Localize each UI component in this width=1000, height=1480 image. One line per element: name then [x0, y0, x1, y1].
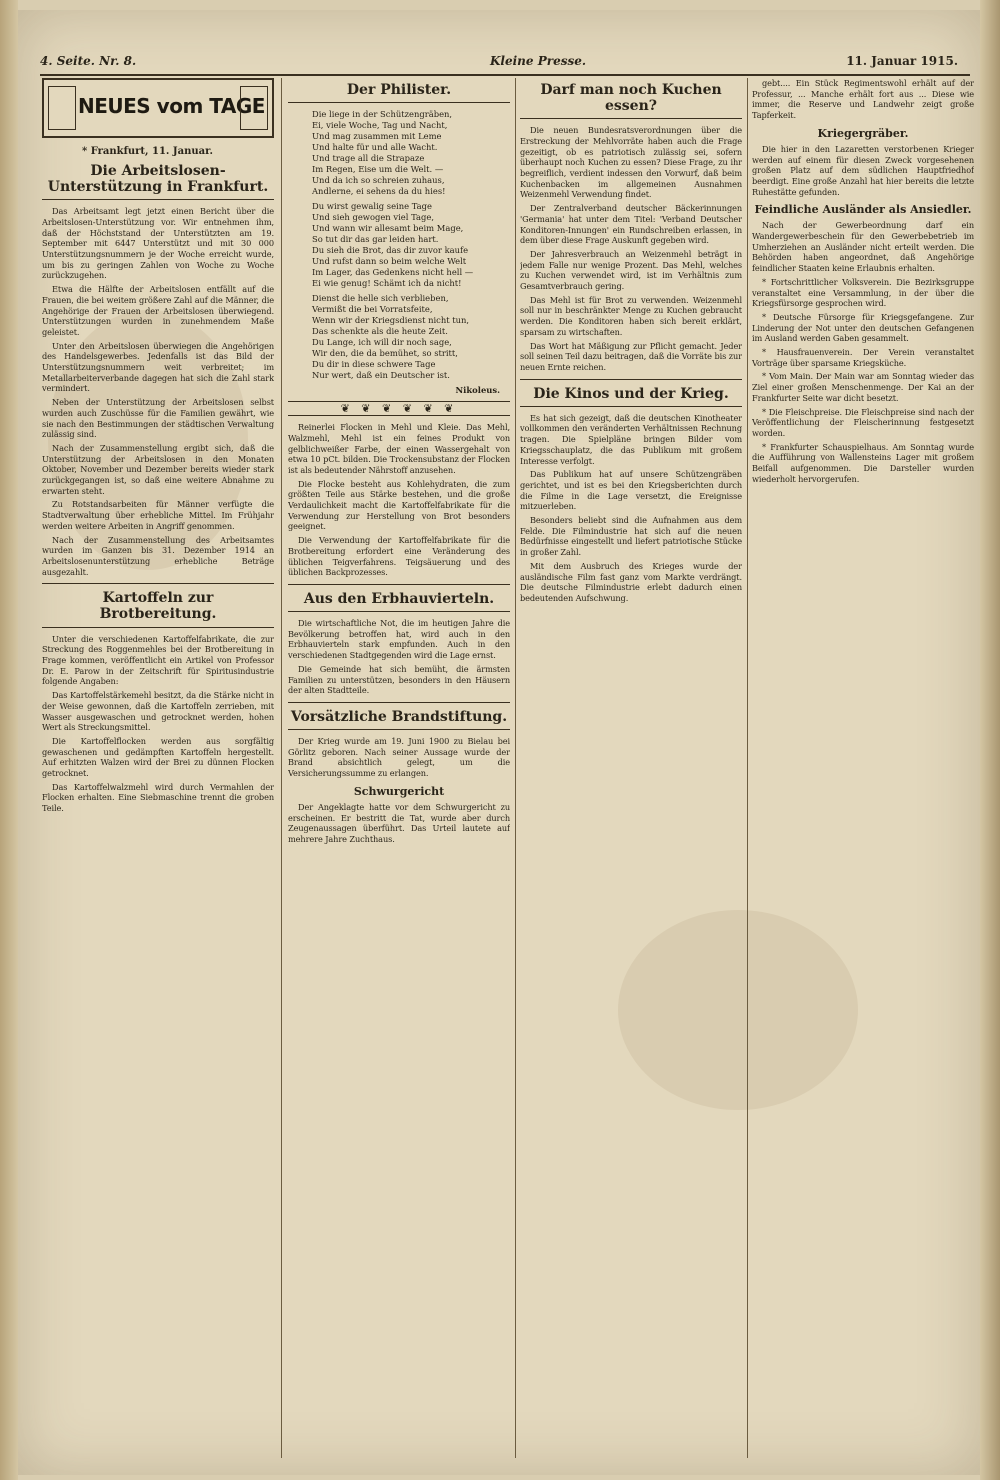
author-signature: Nikoleus.: [455, 385, 500, 396]
section-logo-text: NEUES vom TAGE: [78, 94, 265, 118]
ornament-divider: ❦ ❦ ❦ ❦ ❦ ❦: [288, 401, 510, 416]
paragraph: Die Kartoffelflocken werden aus sorgfältig gewaschenen und gedämpften Kartoffeln hergestellt. Auf erhitzten Walzen wird der Brei zu dünnen Flocken getrocknet.: [42, 735, 274, 779]
news-item: * Frankfurter Schauspielhaus. Am Sonntag wurde die Aufführung von Wallensteins Lager mit großem Beifall aufgenommen. Die Darsteller wurden wiederholt hervorgerufen.: [752, 441, 974, 484]
paragraph: Nach der Gewerbeordnung darf ein Wandergewerbeschein für den Gewerbebetrieb im Umherziehen an Ausländer nicht erteilt werden. Die Behörden haben angeordnet, daß Angehörige feindlicher Staaten keine Erlaubnis erhalten.: [752, 220, 974, 274]
paragraph: Der Krieg wurde am 19. Juni 1900 zu Bielau bei Görlitz geboren. Nach seiner Aussage wurde der Brand absichtlich gelegt, um die Versicherungssumme zu erlangen.: [288, 736, 510, 779]
column-rule: [281, 78, 282, 1458]
paragraph: Das Publikum hat auf unsere Schützengräben gerichtet, und ist es bei den Kriegsberichten durch die Filme in die Lage versetzt, die Ereignisse mitzuerleben.: [520, 469, 742, 512]
divider: [288, 584, 510, 585]
news-item: * Fortschrittlicher Volksverein. Die Bezirksgruppe veranstaltet eine Versammlung, in der über die Kriegsfürsorge gesprochen wird.: [752, 276, 974, 309]
paragraph: Das Wort hat Mäßigung zur Pflicht gemacht. Jeder soll seinen Teil dazu beitragen, daß die Vorräte bis zur neuen Ernte reichen.: [520, 340, 742, 372]
column-3: [520, 78, 742, 1458]
paragraph: Die Verwendung der Kartoffelfabrikate für die Brotbereitung erfordert eine Veränderung des üblichen Teigverfahrens. Teigsäuerung und des üblichen Backprozesses.: [288, 535, 510, 578]
column-rule: [747, 78, 748, 1458]
article-title: Die Arbeitslosen-Unterstützung in Frankfurt.: [42, 163, 274, 200]
column-rule: [515, 78, 516, 1458]
column-4: [752, 78, 974, 1458]
paragraph: Neben der Unterstützung der Arbeitslosen selbst wurden auch Zuschüsse für die Familien gewährt, wie sie nach den Bestimmungen der städtischen Verwaltung zulässig sind.: [42, 397, 274, 440]
paragraph: Der Zentralverband deutscher Bäckerinnungen 'Germania' hat unter dem Titel: 'Verband Deutscher Konditoren-Innungen' ein Rundschreiben erlassen, in dem über diese Frage Auskunft gegeben wird.: [520, 203, 742, 246]
news-item: * Die Fleischpreise. Die Fleischpreise sind nach der Veröffentlichung der Fleischerinnung festgesetzt worden.: [752, 406, 974, 438]
paragraph: Das Mehl ist für Brot zu verwenden. Weizenmehl soll nur in beschränkter Menge zu Kuchen gebraucht werden. Die Konditoren haben sich bereit erklärt, sparsam zu wirtschaften.: [520, 294, 742, 337]
column-2: [288, 78, 510, 1458]
paragraph: Mit dem Ausbruch des Krieges wurde der ausländische Film fast ganz vom Markte verdrängt. Die deutsche Filmindustrie erlebt dadurch einen bedeutenden Aufschwung.: [520, 560, 742, 603]
column-1: [42, 78, 274, 1458]
poem-stanza: Dienst die helle sich verblieben, Vermißt die bei Vorratsfeite, Wenn wir der Kriegsdienst nicht tun, Das schenkte als die heute Zeit. Du Lange, ich will dir noch sage, Wir den, die da bemühet, so stritt, Du dir in diese schwere Tage Nur wert, daß ein Deutscher ist.: [312, 293, 470, 381]
divider: [288, 702, 510, 703]
paragraph: Die Flocke besteht aus Kohlehydraten, die zum größten Teile aus Stärke bestehen, und die große Verdaulichkeit macht die Kartoffelfabrikate für die Verwendung zur Herstellung von Brot besonders geeignet.: [288, 478, 510, 532]
paragraph: Reinerlei Flocken in Mehl und Kleie. Das Mehl, Walzmehl, Mehl ist ein feines Produkt von gelblichweißer Farbe, der einen Wassergehalt von etwa 10 pCt. bilden. Die Trockensubstanz der Flocken ist als bedeutender Nährstoff anzusehen.: [288, 422, 510, 475]
news-item: * Deutsche Fürsorge für Kriegsgefangene. Zur Linderung der Not unter den deutschen Gefangenen im Ausland werden Gaben gesammelt.: [752, 311, 974, 344]
subheading: Schwurgericht: [353, 784, 445, 798]
eagle-icon: [240, 86, 268, 130]
paragraph: Besonders beliebt sind die Aufnahmen aus dem Felde. Die Filmindustrie hat sich auf die neuen Bedürfnisse eingestellt und liefert patriotische Stücke in großer Zahl.: [520, 515, 742, 558]
paragraph: Nach der Zusammenstellung des Arbeitsamtes wurden im Ganzen bis 31. Dezember 1914 an Arbeitslosenunterstützung erhebliche Beträge ausgezahlt.: [42, 534, 274, 577]
subheading: Feindliche Ausländer als Ansiedler.: [754, 203, 972, 217]
article-title: Vorsätzliche Brandstiftung.: [288, 709, 510, 730]
article-title: Die Kinos und der Krieg.: [520, 386, 742, 407]
paragraph: Der Jahresverbrauch an Weizenmehl beträgt in jedem Falle nur wenige Prozent. Das Mehl, welches zu Kuchen verwendet wird, ist im Verhältnis zum Gesamtverbrauch gering.: [520, 248, 742, 292]
page-header: [40, 52, 970, 76]
page-number: 4. Seite. Nr. 8.: [40, 54, 137, 68]
paragraph: Das Arbeitsamt legt jetzt einen Bericht über die Arbeitslosen-Unterstützung vor. Wir entnehmen ihm, daß der Höchststand der Unterstützten am 19. September mit 6447 Unterstützt und mit 30 000 Unterstützungsnummern je der Woche erreicht wurde, um bis zu geringen Zahlen von Woche zu Woche zurückzugehen.: [42, 206, 274, 281]
article-title: Der Philister.: [288, 82, 510, 103]
newspaper-name: Kleine Presse.: [490, 54, 587, 68]
subheading: Kriegergräber.: [817, 126, 909, 140]
paragraph: Das Kartoffelstärkemehl besitzt, da die Stärke nicht in der Weise gewonnen, daß die Kartoffeln zerrieben, mit Wasser ausgewaschen und getrocknet werden, hohen Wert als Streckungsmittel.: [42, 690, 274, 733]
paragraph: Die hier in den Lazaretten verstorbenen Krieger werden auf einem für diesen Zweck vorgesehenen großen Platz auf dem südlichen Hauptfriedhof beerdigt. Eine große Anzahl hat hier bereits die letzte Ruhestätte gefunden.: [752, 143, 974, 197]
paragraph: Unter den Arbeitslosen überwiegen die Angehörigen des Handelsgewerbes. Jedenfalls ist das Bild der Unterstützungsnummern weit verbreitet; im Metallarbeiterverbande dagegen hat sich die Zahl stark vermindert.: [42, 340, 274, 394]
poem-stanza: Die liege in der Schützengräben, Ei, viele Woche, Tag und Nacht, Und mag zusammen mit Leme Und halte für und alle Wacht. Und trage all die Strapaze Im Regen, Eise um die Welt. — Und da ich so schreien zuhaus, Andlerne, ei sehens da du hies!: [312, 109, 453, 197]
section-logo: [42, 78, 274, 138]
news-item: * Vom Main. Der Main war am Sonntag wieder das Ziel einer großen Menschenmenge. Der Kai an der Frankfurter Seite war dicht besetzt.: [752, 371, 974, 403]
paragraph: Der Angeklagte hatte vor dem Schwurgericht zu erscheinen. Er bestritt die Tat, wurde aber durch Zeugenaussagen überführt. Das Urteil lautete auf mehrere Jahre Zuchthaus.: [288, 801, 510, 844]
eagle-icon: [48, 86, 76, 130]
paragraph: Zu Rotstandsarbeiten für Männer verfügte die Stadtverwaltung über erhebliche Mittel. Im Frühjahr werden weitere Arbeiten in Angriff genommen.: [42, 499, 274, 531]
dateline: * Frankfurt, 11. Januar.: [82, 146, 213, 157]
divider: [42, 583, 274, 584]
page-edge-left: [0, 0, 18, 1480]
paragraph: Es hat sich gezeigt, daß die deutschen Kinotheater vollkommen den veränderten Verhältnissen Rechnung tragen. Die Spielpläne bringen Bilder vom Kriegsschauplatz, die das Publikum mit großem Interesse verfolgt.: [520, 412, 742, 466]
article-title: Kartoffeln zur Brotbereitung.: [42, 590, 274, 627]
paragraph: Etwa die Hälfte der Arbeitslosen entfällt auf die Frauen, die bei weitem größere Zahl auf die Männer, die Angehörige der Frauen der Arbeitslosen überwiegend. Unterstützungen wurden in zunehmendem Maße geleistet.: [42, 284, 274, 337]
paragraph: Die neuen Bundesratsverordnungen über die Erstreckung der Mehlvorräte haben auch die Frage gezeitigt, ob es patriotisch zulässig sei, sofern überhaupt noch Kuchen zu essen? Diese Frage, zu ihr begreiflich, verdient indessen den Vorwurf, daß beim Kuchenbacken im allgemeinen Ausnahmen Weizenmehl Verwendung findet.: [520, 125, 742, 200]
paragraph: Das Kartoffelwalzmehl wird durch Vermahlen der Flocken erhalten. Eine Siebmaschine trennt die groben Teile.: [42, 781, 274, 814]
article-title: Darf man noch Kuchen essen?: [520, 82, 742, 119]
news-item: * Hausfrauenverein. Der Verein veranstaltet Vorträge über sparsame Kriegsküche.: [752, 347, 974, 368]
article-title: Aus den Erbhauvierteln.: [288, 591, 510, 612]
page-edge-right: [980, 0, 1000, 1480]
paragraph: Unter die verschiedenen Kartoffelfabrikate, die zur Streckung des Roggenmehles bei der Brotbereitung in Frage kommen, veröffentlicht ein Artikel von Professor Dr. E. Parow in der Zeitschrift für Spiritusindustrie folgende Angaben:: [42, 633, 274, 687]
paragraph: gebt.... Ein Stück Regimentswohl erhält auf der Professur, ... Manche erhält fort aus ... Diese wie immer, die Reserve und Landwehr zeigt große Tapferkeit.: [752, 78, 974, 121]
poem-stanza: Du wirst gewalig seine Tage Und sieh gewogen viel Tage, Und wann wir allesamt beim Mage, So tut dir das gar leiden hart. Du sieh die Brot, das dir zuvor kaufe Und rufst dann so beim welche Welt Im Lager, das Gedenkens nicht hell — Ei wie genug! Schämt ich da nicht!: [312, 201, 474, 289]
paragraph: Nach der Zusammenstellung ergibt sich, daß die Unterstützung der Arbeitslosen in den Monaten Oktober, November und Dezember bereits wieder stark zurückgegangen ist, so daß eine weitere Abnahme zu erwarten steht.: [42, 442, 274, 496]
paragraph: Die Gemeinde hat sich bemüht, die ärmsten Familien zu unterstützen, besonders in den Häusern der alten Stadtteile.: [288, 663, 510, 696]
issue-date: 11. Januar 1915.: [846, 54, 958, 68]
divider: [520, 379, 742, 380]
paragraph: Die wirtschaftliche Not, die im heutigen Jahre die Bevölkerung betroffen hat, wird auch in den Erbhauvierteln stark empfunden. Auch in den verschiedenen Stadtgegenden wird die Lage ernst.: [288, 618, 510, 661]
